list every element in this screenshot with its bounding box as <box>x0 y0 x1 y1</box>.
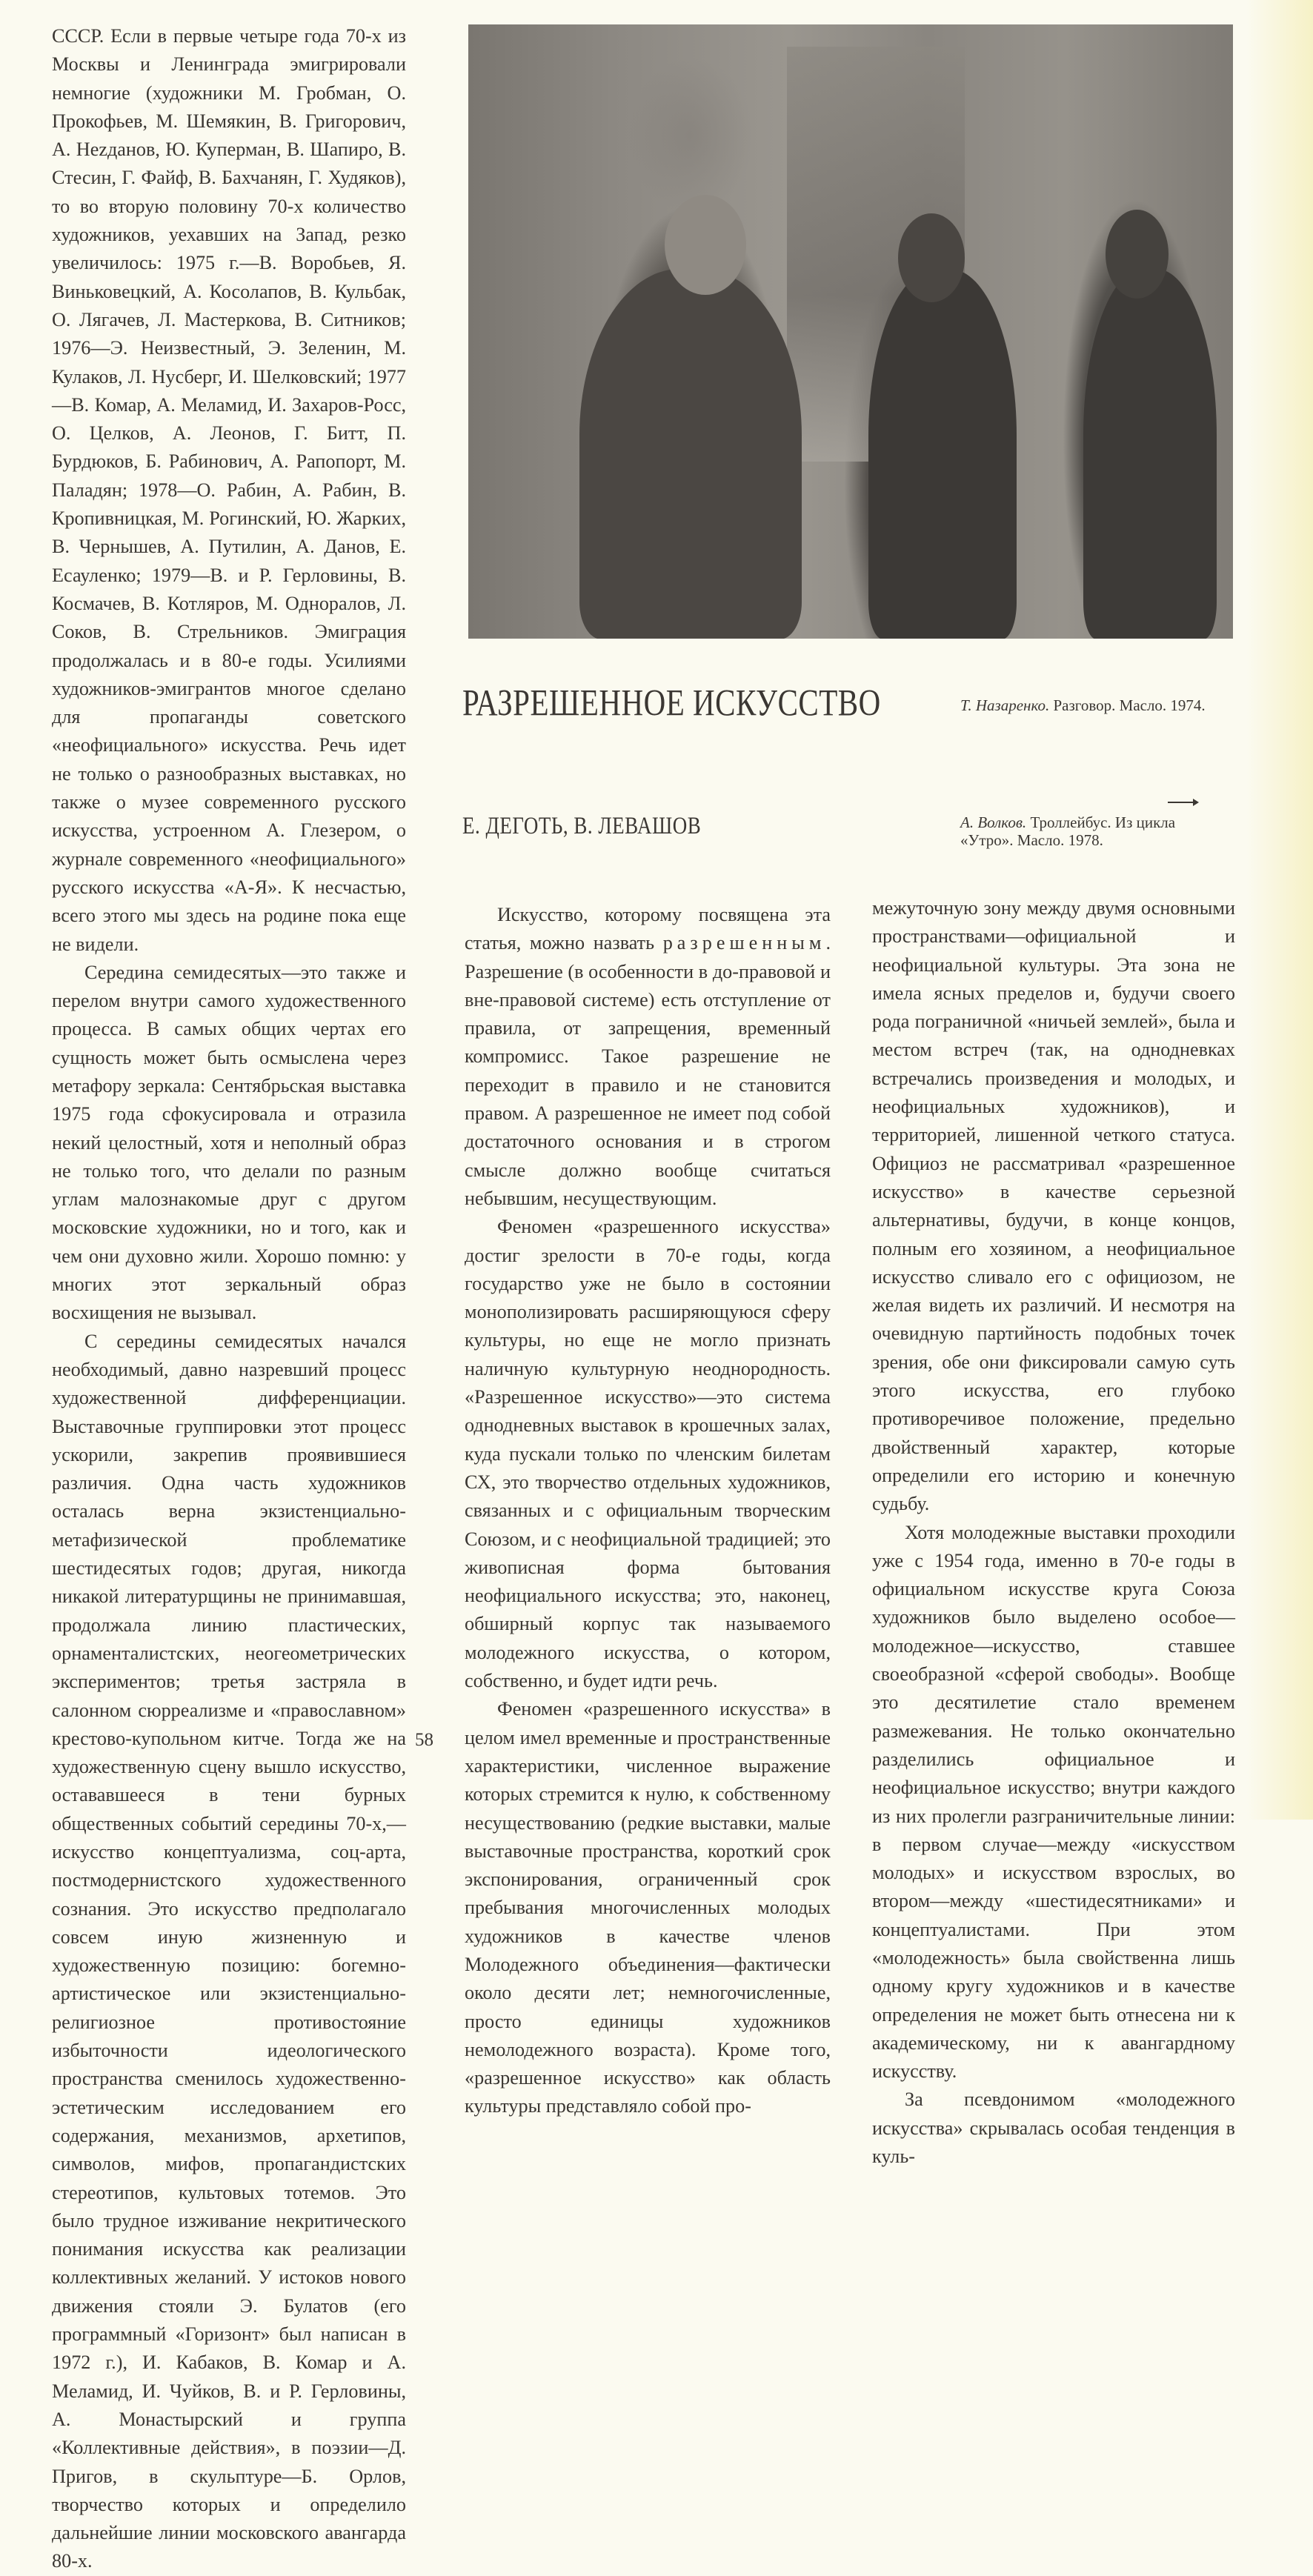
figure-caption-1 <box>960 696 1212 714</box>
caption-text: Разговор. Масло. 1974. <box>1049 696 1206 714</box>
page-number: 58 <box>415 1730 433 1750</box>
paragraph: СССР. Если в первые четыре года 70-х из Москвы и Ленинграда эмигрировали немногие (художники М. Гробман, О. Прокофьев, М. Шемякин, В. Григорович, А. Нezданов, Ю. Куперман, В. Шапиро, В. Стесин, Г. Файф, В. Бахчанян, Г. Худяков), то во вторую половину 70-х количество художников, уехавших на Запад, резко увеличилось: 1975 г.—В. Воробьев, Я. Виньковецкий, А. Косолапов, В. Кульбак, О. Лягачев, Л. Мастеркова, В. Ситников; 1976—Э. Неизвестный, Э. Зеленин, М. Кулаков, Л. Нусберг, И. Шелковский; 1977—В. Комар, А. Меламид, И. Захаров-Росс, О. Целков, А. Леонов, Г. Битт, П. Бурдюков, Б. Рабинович, А. Рапопорт, М. Паладян; 1978—О. Рабин, А. Рабин, В. Кропивницкая, М. Рогинский, Ю. Жарких, В. Чернышев, А. Путилин, А. Данов, Е. Есауленко; 1979—В. и Р. Герловины, В. Космачев, В. Котляров, М. Одноралов, Л. Соков, В. Стрельников. Эмиграция продолжалась и в 80-е годы. Усилиями художников-эмигрантов многое сделано для пропаганды советского «неофициального» искусства. Речь идет не только о разнообразных выставках, но также о музее современного русского искусства, устроенном А. Глезером, о журнале современного «неофициального» русского искусства «А-Я». К несчастью, всего этого мы здесь на родине пока еще не видели. <box>52 25 406 955</box>
figure-caption-2 <box>960 813 1212 849</box>
caption-artist: Т. Назаренко. <box>960 696 1050 714</box>
article-column-right <box>872 894 1235 2171</box>
caption-text: Троллейбус. Из цикла «Утро». Масло. 1978. <box>960 813 1176 849</box>
article-title: РАЗРЕШЕННОЕ ИСКУССТВО <box>462 681 881 724</box>
text-run: . Разрешение (в особенности в до-правовой и вне-правовой системе) есть отступление от правила, от запрещения, временный компромисс. Такое разрешение не переходит в правило и не становится правом. А разрешенное не имеет под собой достаточного основания и в строгом смысле должно вообще считаться небывшим, несуществующим. <box>465 932 831 1209</box>
paragraph: Середина семидесятых—это также и перелом внутри самого художественного процесса. В самых общих чертах его сущность может быть осмыслена через метафору зеркала: Сентябрьская выставка 1975 года сфокусировала и отразила некий целостный, хотя и неполный образ не только того, что делали по разным углам малознакомые друг с другом московские художники, но и того, как и чем они духовно жили. Хорошо помню: у многих этот зеркальный образ восхищения не вызывал. <box>52 961 406 1324</box>
paragraph: Феномен «разрешенного искусства» в целом имел временные и пространственные характеристики, численное выражение которых стремится к нулю, к собственному несуществованию (редкие выставки, малые выставочные пространства, короткий срок экспонирования, ограниченный срок пребывания многочисленных молодых художников в качестве членов Молодежного объединения—фактически около десяти лет; немногочисленные, просто единицы художников немолодежного возраста). Кроме того, «разрешенное искусство» как область культуры представляло собой про- <box>465 1698 831 2117</box>
paragraph <box>465 901 831 1213</box>
article-column-middle <box>465 901 831 2121</box>
painting-head-man <box>665 195 746 295</box>
article-authors: Е. ДЕГОТЬ, В. ЛЕВАШОВ <box>462 812 702 839</box>
painting-illustration <box>468 24 1233 639</box>
paragraph: За псевдонимом «молодежного искусства» скрывалась особая тенденция в куль- <box>872 2089 1235 2168</box>
paragraph: межуточную зону между двумя основными пространствами—официальной и неофициальной культуры. Эта зона не имела ясных пределов и, будучи своего рода пограничной «ничьей землей», была и местом встреч (так, на однодневках встречались произведения и молодых, и неофициальных художников), и территорией, лишенной четкого статуса. Официоз не рассматривал «разрешенное искусство» в качестве серьезной альтернативы, будучи, в конце концов, полным его хозяином, а неофициальное искусство сливало его с официозом, не желая видеть их различий. И несмотря на очевидную партийность подобных точек зрения, обе они фиксировали самую суть этого искусства, его глубоко противоречивое положение, предельно двойственный характер, которые определили его историю и конечную судьбу. <box>872 897 1235 1515</box>
paper-edge-tint <box>1246 0 1313 1820</box>
paragraph: Хотя молодежные выставки проходили уже с 1954 года, именно в 70-е годы в официальном искусстве круга Союза художников было выделено особое—молодежное—искусство, ставшее своеобразной «сферой свободы». Вообще это десятилетие стало временем размежевания. Не только окончательно разделились официальное и неофициальное искусство; внутри каждого из них пролегли разграничительные линии: в первом случае—между «искусством молодых» и искусством взрослых, во втором—между «шестидесятниками» и концептуалистами. При этом «молодежность» была свойственна лишь одному кругу художников и в качестве определения не может быть отнесена ни к академическому, ни к авангардному искусству. <box>872 1521 1235 2083</box>
painting-head-youth <box>898 213 965 302</box>
emphasized-word: разрешенным <box>662 932 826 954</box>
text-run: Искусство, которому посвящена эта статья, можно назвать <box>465 904 831 954</box>
painting-figure-woman <box>1083 269 1217 639</box>
paragraph: С середины семидесятых начался необходимый, давно назревший процесс художественной дифференциации. Выставочные группировки этот процесс ускорили, закрепив проявившиеся различия. Одна часть художников осталась верна экзистенциально-метафизической проблематике шестидесятых годов; другая, никогда никакой литературщины не принимавшая, продолжала линию пластических, орнаменталистских, неогеометрических экспериментов; третья застряла в салонном сюрреализме и «православном» крестово-купольном китче. Тогда же на художественную сцену вышло искусство, остававшееся в тени бурных общественных событий середины 70-х,—искусство концептуализма, соц-арта, постмодернистского художественного сознания. Это искусство предполагало совсем иную жизненную и художественную позицию: богемно-артистическое или экзистенциально-религиозное противостояние избыточности идеологического пространства сменилось художественно-эстетическим исследованием его содержания, механизмов, архетипов, символов, мифов, пропагандистских стереотипов, культовых тотемов. Это было трудное изживание некритического понимания искусства как реализации коллективных желаний. У истоков нового движения стояли Э. Булатов (его программный «Горизонт» был написан в 1972 г.), И. Кабаков, В. Комар и А. Меламид, И. Чуйков, В. и Р. Герловины, А. Монастырский и группа «Коллективные действия», в поэзии—Д. Пригов, в скульптуре—Б. Орлов, творчество которых и определило дальнейшие линии московского авангарда 80-х. <box>52 1330 406 2572</box>
painting-head-woman <box>1106 210 1169 299</box>
right-arrow-icon <box>1168 802 1194 803</box>
article-column-left <box>52 22 406 2576</box>
painting-figure-youth <box>868 269 1017 639</box>
paragraph: Феномен «разрешенного искусства» достиг зрелости в 70-е годы, когда государство уже не было в состоянии монополизировать расширяющуюся сферу культуры, но еще не могло признать наличную культурную неоднородность. «Разрешенное искусство»—это система однодневных выставок в крошечных залах, куда пускали только по членским билетам СХ, это творчество отдельных художников, связанных и с официальным творческим Союзом, и с неофициальной традицией; это живописная форма бытования неофициального искусства; это, наконец, обширный корпус так называемого молодежного искусства, о котором, собственно, и будет идти речь. <box>465 1216 831 1692</box>
caption-artist: А. Волков. <box>960 813 1027 831</box>
painting-figure-man <box>579 269 802 639</box>
